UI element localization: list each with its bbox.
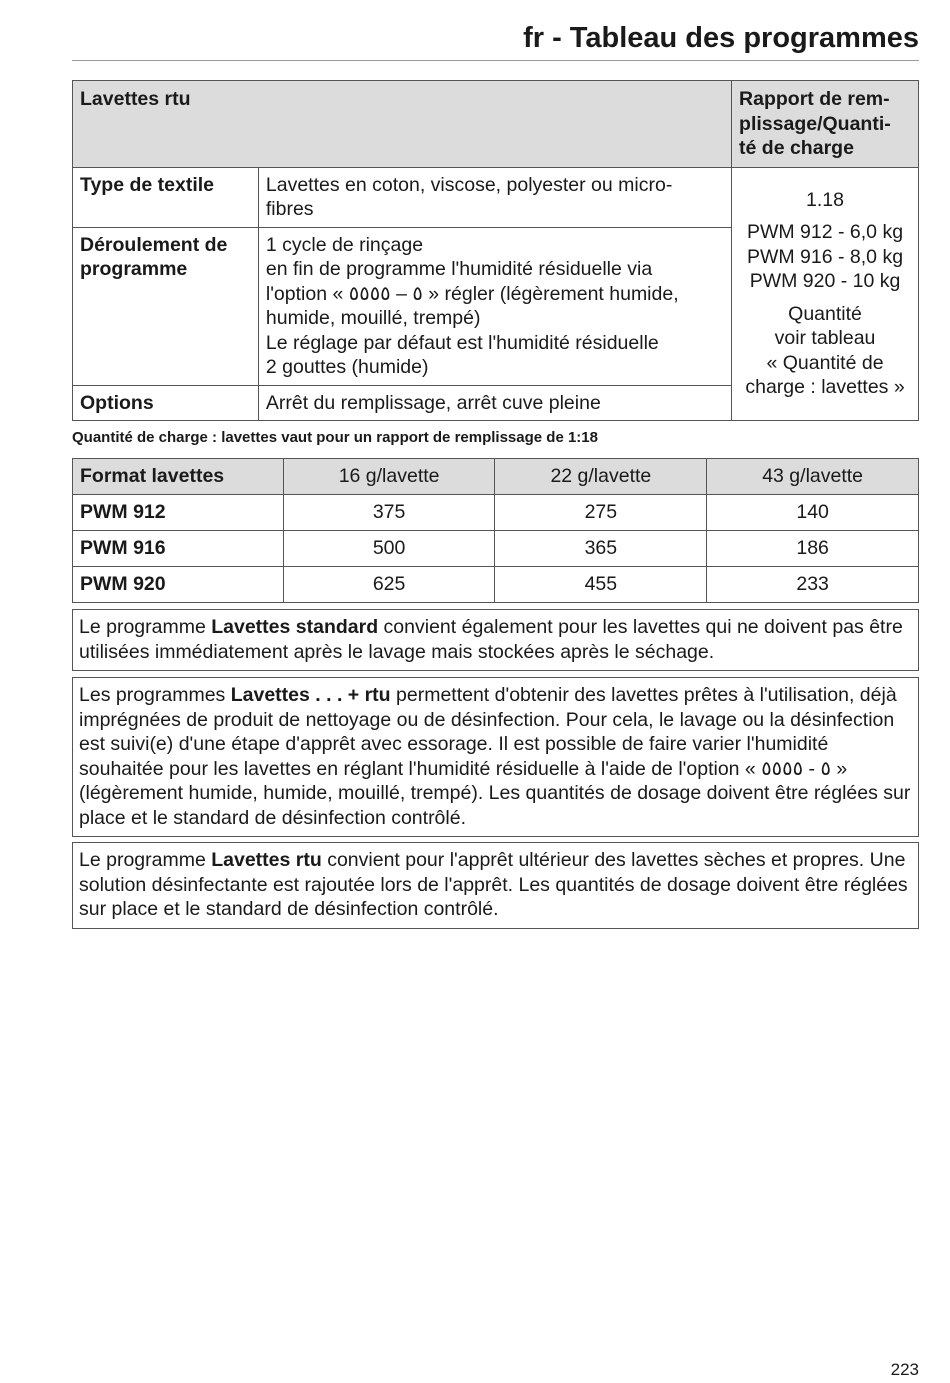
note-box-rtu	[72, 842, 919, 929]
table-row	[73, 495, 919, 531]
program-name: Lavettes . . . + rtu	[230, 684, 391, 706]
machine-capacities: PWM 912 - 6,0 kg PWM 916 - 8,0 kg PWM 920 - 10 kg	[746, 221, 904, 292]
machine-name: PWM 920	[73, 567, 284, 603]
program-table	[72, 80, 919, 421]
quantity-table	[72, 458, 919, 603]
quantity-table-header-row	[73, 459, 919, 495]
row-label: Déroulement de programme	[73, 227, 259, 385]
note-text: Le programme	[79, 849, 212, 871]
quantity-note: Quantité voir tableau « Quantité de charge : lavettes »	[745, 302, 905, 398]
column-header: Format lavettes	[73, 459, 284, 495]
page-number: 223	[890, 1360, 919, 1379]
row-value: 1 cycle de rinçage en fin de programme l'humidité résiduelle via l'option « ٥ – ٥٥٥٥ » régler (légèrement humide, humide, mouillé, trempé) Le réglage par défaut est l'humidité résiduelle 2 gouttes (humide)	[258, 227, 731, 385]
row-value: Arrêt du remplissage, arrêt cuve pleine	[258, 385, 731, 421]
row-label: Options	[73, 385, 259, 421]
row-label: Type de textile	[73, 167, 259, 227]
table-cell: 186	[707, 531, 919, 567]
table-cell: 625	[283, 567, 495, 603]
machine-name: PWM 912	[73, 495, 284, 531]
note-text: Les programmes	[79, 684, 231, 706]
note-text: convient pour l'apprêt ultérieur des lavettes sèches et propres. Une solution désinfectante est rajoutée lors de l'apprêt. Les quantités de dosage doivent être réglées sur place et le standard de désinfection contrôlé.	[79, 849, 908, 920]
program-name-header: Lavettes rtu	[73, 81, 732, 168]
column-header: 43 g/lavette	[707, 459, 919, 495]
table-footnote: Quantité de charge : lavettes vaut pour un rapport de remplissage de 1:18	[72, 429, 598, 446]
note-box-standard	[72, 609, 919, 671]
program-name: Lavettes rtu	[211, 849, 322, 871]
page-title: fr - Tableau des programmes	[523, 22, 919, 54]
table-cell: 365	[495, 531, 707, 567]
table-cell: 500	[283, 531, 495, 567]
note-text: Le programme	[79, 616, 212, 638]
table-row	[73, 531, 919, 567]
table-cell: 455	[495, 567, 707, 603]
row-value: Lavettes en coton, viscose, polyester ou micro- fibres	[258, 167, 731, 227]
note-text: convient également pour les lavettes qui ne doivent pas être utilisées immédiatement après le lavage mais stockées après le séchage.	[79, 616, 903, 663]
rapport-header: Rapport de rem- plissage/Quanti- té de charge	[732, 81, 919, 168]
table-cell: 375	[283, 495, 495, 531]
column-header: 22 g/lavette	[495, 459, 707, 495]
page-header	[72, 18, 919, 61]
table-row	[73, 567, 919, 603]
program-table-header-row	[73, 81, 919, 168]
note-box-rtu-programs	[72, 677, 919, 837]
table-row	[73, 167, 919, 227]
program-name: Lavettes standard	[211, 616, 379, 638]
table-cell: 275	[495, 495, 707, 531]
column-header: 16 g/lavette	[283, 459, 495, 495]
note-text: permettent d'obtenir des lavettes prêtes à l'utilisation, déjà imprégnées de produit de nettoyage ou de désinfection. Pour cela, le lavage ou la désinfection est suivi(e) d'une étape d'apprêt avec essorage. Il est possible de faire varier l'humidité souhaitée pour les lavettes en réglant l'humidité résiduelle à l'aide de l'option « ٥ - ٥٥٥٥ » (légèrement humide, humide, mouillé, trempé). Les quantités de dosage doivent être réglées sur place et le standard de désinfection contrôlé.	[79, 684, 911, 829]
table-cell: 233	[707, 567, 919, 603]
table-cell: 140	[707, 495, 919, 531]
machine-name: PWM 916	[73, 531, 284, 567]
rapport-cell	[732, 167, 919, 421]
fill-ratio: 1.18	[806, 188, 844, 211]
